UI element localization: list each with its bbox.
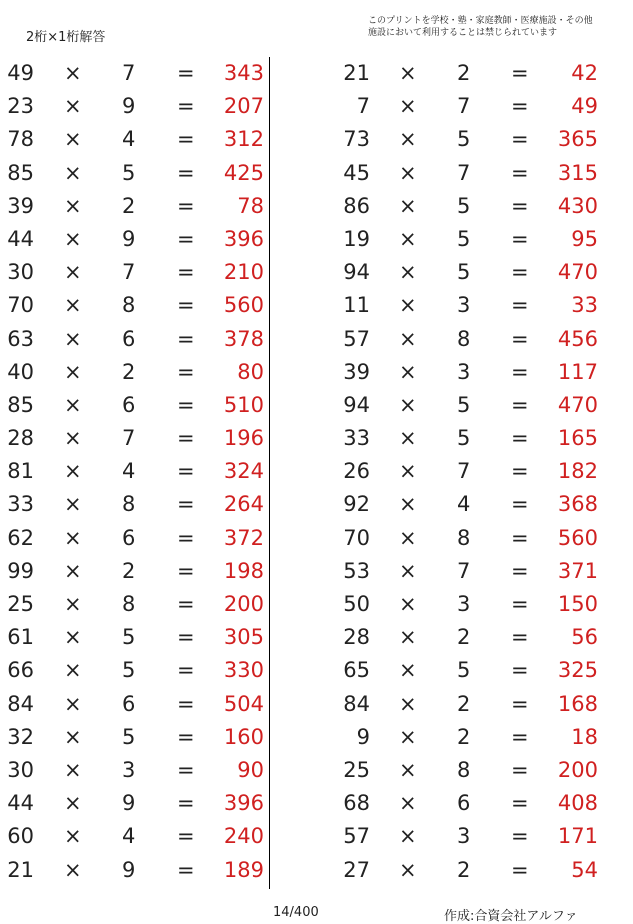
multiplier: 2 — [122, 193, 136, 218]
multiplicand: 45 — [343, 160, 370, 185]
equals-sign: = — [511, 459, 529, 484]
answer: 430 — [557, 193, 598, 218]
equals-sign: = — [177, 658, 195, 683]
equals-sign: = — [511, 426, 529, 451]
times-sign: × — [64, 691, 82, 716]
multiplicand: 23 — [7, 94, 34, 119]
times-sign: × — [399, 459, 417, 484]
multiplicand: 9 — [356, 724, 370, 749]
equals-sign: = — [177, 392, 195, 417]
equals-sign: = — [177, 127, 195, 152]
multiplicand: 65 — [343, 658, 370, 683]
multiplier: 7 — [122, 61, 136, 85]
multiplier: 6 — [122, 392, 136, 417]
times-sign: × — [399, 592, 417, 616]
multiplicand: 40 — [7, 359, 34, 384]
multiplier: 3 — [457, 359, 471, 384]
multiplicand: 25 — [343, 757, 370, 782]
answer: 264 — [223, 492, 264, 517]
usage-notice-line: このプリントを学校・塾・家庭教師・医療施設・その他 — [368, 16, 593, 26]
answer: 49 — [571, 94, 598, 119]
usage-notice-line: 施設において利用することは禁じられています — [368, 28, 558, 38]
answer: 18 — [571, 724, 598, 749]
times-sign: × — [64, 193, 82, 218]
multiplicand: 26 — [343, 459, 370, 484]
times-sign: × — [399, 260, 417, 285]
answer: 343 — [223, 61, 264, 85]
multiplier: 5 — [122, 625, 136, 650]
multiplier: 3 — [457, 293, 471, 318]
answer: 189 — [223, 857, 264, 882]
multiplicand: 44 — [7, 226, 34, 251]
multiplier: 7 — [457, 459, 471, 484]
times-sign: × — [399, 625, 417, 650]
answer: 56 — [571, 625, 598, 650]
answer: 210 — [223, 260, 264, 285]
multiplicand: 21 — [343, 61, 370, 85]
answer: 33 — [571, 293, 598, 318]
answer: 42 — [571, 61, 598, 85]
multiplicand: 84 — [343, 691, 370, 716]
equals-sign: = — [177, 359, 195, 384]
times-sign: × — [399, 558, 417, 583]
answer: 168 — [557, 691, 598, 716]
multiplicand: 33 — [343, 426, 370, 451]
times-sign: × — [64, 625, 82, 650]
times-sign: × — [399, 127, 417, 152]
multiplicand: 60 — [7, 824, 34, 849]
equals-sign: = — [177, 592, 195, 616]
multiplier: 2 — [457, 625, 471, 650]
answer: 95 — [571, 226, 598, 251]
answer: 560 — [557, 525, 598, 550]
answer: 504 — [223, 691, 264, 716]
multiplier: 5 — [457, 226, 471, 251]
multiplicand: 57 — [343, 326, 370, 351]
equals-sign: = — [177, 459, 195, 484]
multiplicand: 27 — [343, 857, 370, 882]
answer: 510 — [223, 392, 264, 417]
multiplicand: 28 — [7, 426, 34, 451]
times-sign: × — [399, 160, 417, 185]
times-sign: × — [399, 791, 417, 816]
multiplicand: 39 — [7, 193, 34, 218]
times-sign: × — [399, 824, 417, 849]
equals-sign: = — [511, 492, 529, 517]
multiplier: 2 — [122, 359, 136, 384]
times-sign: × — [64, 160, 82, 185]
multiplicand: 53 — [343, 558, 370, 583]
multiplier: 8 — [122, 293, 136, 318]
equals-sign: = — [177, 293, 195, 318]
equals-sign: = — [511, 592, 529, 616]
times-sign: × — [64, 492, 82, 517]
equals-sign: = — [177, 625, 195, 650]
answer: 425 — [223, 160, 264, 185]
equals-sign: = — [511, 525, 529, 550]
answer: 330 — [223, 658, 264, 683]
multiplier: 5 — [122, 724, 136, 749]
equals-sign: = — [511, 824, 529, 849]
usage-notice — [368, 15, 593, 39]
multiplier: 7 — [122, 260, 136, 285]
answer: 396 — [223, 226, 264, 251]
multiplier: 8 — [457, 525, 471, 550]
answer: 315 — [557, 160, 598, 185]
multiplicand: 19 — [343, 226, 370, 251]
multiplier: 5 — [457, 658, 471, 683]
equals-sign: = — [511, 293, 529, 318]
multiplier: 5 — [457, 127, 471, 152]
multiplier: 6 — [122, 326, 136, 351]
answer: 456 — [557, 326, 598, 351]
answer: 312 — [223, 127, 264, 152]
page-number: 14/400 — [273, 905, 319, 920]
answer: 368 — [557, 492, 598, 517]
answer: 470 — [557, 392, 598, 417]
multiplier: 9 — [122, 94, 136, 119]
multiplicand: 25 — [7, 592, 34, 616]
times-sign: × — [399, 226, 417, 251]
multiplier: 7 — [457, 94, 471, 119]
multiplicand: 63 — [7, 326, 34, 351]
equals-sign: = — [511, 625, 529, 650]
times-sign: × — [64, 226, 82, 251]
equals-sign: = — [177, 326, 195, 351]
answer: 150 — [557, 592, 598, 616]
equals-sign: = — [177, 824, 195, 849]
times-sign: × — [399, 658, 417, 683]
multiplicand: 33 — [7, 492, 34, 517]
multiplicand: 21 — [7, 857, 34, 882]
multiplier: 3 — [122, 757, 136, 782]
multiplicand: 78 — [7, 127, 34, 152]
multiplier: 8 — [457, 326, 471, 351]
times-sign: × — [64, 260, 82, 285]
multiplier: 2 — [122, 558, 136, 583]
multiplier: 9 — [122, 857, 136, 882]
equals-sign: = — [511, 724, 529, 749]
equals-sign: = — [177, 558, 195, 583]
equals-sign: = — [177, 791, 195, 816]
answer: 200 — [557, 757, 598, 782]
answer: 160 — [223, 724, 264, 749]
multiplier: 5 — [122, 160, 136, 185]
answer: 560 — [223, 293, 264, 318]
answer: 371 — [557, 558, 598, 583]
answer: 182 — [557, 459, 598, 484]
answer: 54 — [571, 857, 598, 882]
multiplicand: 70 — [7, 293, 34, 318]
answer: 117 — [557, 359, 598, 384]
multiplicand: 50 — [343, 592, 370, 616]
equals-sign: = — [511, 127, 529, 152]
answer: 396 — [223, 791, 264, 816]
multiplicand: 39 — [343, 359, 370, 384]
times-sign: × — [64, 359, 82, 384]
multiplier: 7 — [457, 558, 471, 583]
answer: 200 — [223, 592, 264, 616]
equals-sign: = — [511, 94, 529, 119]
equals-sign: = — [511, 193, 529, 218]
answer: 408 — [557, 791, 598, 816]
answer: 470 — [557, 260, 598, 285]
multiplicand: 94 — [343, 392, 370, 417]
times-sign: × — [399, 525, 417, 550]
equals-sign: = — [177, 525, 195, 550]
times-sign: × — [64, 293, 82, 318]
answer: 196 — [223, 426, 264, 451]
equals-sign: = — [511, 658, 529, 683]
answer: 324 — [223, 459, 264, 484]
multiplier: 4 — [122, 824, 136, 849]
times-sign: × — [399, 193, 417, 218]
times-sign: × — [64, 459, 82, 484]
times-sign: × — [399, 426, 417, 451]
multiplier: 5 — [457, 426, 471, 451]
equals-sign: = — [511, 558, 529, 583]
equals-sign: = — [177, 757, 195, 782]
times-sign: × — [399, 359, 417, 384]
equals-sign: = — [177, 226, 195, 251]
multiplier: 5 — [457, 193, 471, 218]
multiplicand: 62 — [7, 525, 34, 550]
equals-sign: = — [177, 94, 195, 119]
times-sign: × — [64, 127, 82, 152]
answer: 207 — [223, 94, 264, 119]
times-sign: × — [64, 857, 82, 882]
multiplier: 9 — [122, 226, 136, 251]
times-sign: × — [399, 293, 417, 318]
equals-sign: = — [177, 160, 195, 185]
equals-sign: = — [177, 492, 195, 517]
times-sign: × — [64, 724, 82, 749]
times-sign: × — [64, 757, 82, 782]
multiplier: 5 — [122, 658, 136, 683]
multiplier: 8 — [457, 757, 471, 782]
answer: 372 — [223, 525, 264, 550]
equals-sign: = — [511, 359, 529, 384]
equals-sign: = — [177, 426, 195, 451]
times-sign: × — [399, 94, 417, 119]
multiplicand: 30 — [7, 260, 34, 285]
multiplicand: 57 — [343, 824, 370, 849]
multiplicand: 84 — [7, 691, 34, 716]
multiplicand: 85 — [7, 160, 34, 185]
multiplicand: 61 — [7, 625, 34, 650]
multiplier: 6 — [457, 791, 471, 816]
equals-sign: = — [177, 61, 195, 85]
answer: 305 — [223, 625, 264, 650]
answer: 78 — [237, 193, 264, 218]
equals-sign: = — [511, 691, 529, 716]
multiplicand: 85 — [7, 392, 34, 417]
multiplier: 4 — [122, 459, 136, 484]
multiplier: 3 — [457, 592, 471, 616]
multiplier: 4 — [122, 127, 136, 152]
times-sign: × — [64, 426, 82, 451]
answer: 325 — [557, 658, 598, 683]
multiplier: 8 — [122, 592, 136, 616]
times-sign: × — [399, 326, 417, 351]
column-divider — [269, 57, 270, 889]
multiplicand: 66 — [7, 658, 34, 683]
multiplicand: 81 — [7, 459, 34, 484]
multiplicand: 70 — [343, 525, 370, 550]
answer: 378 — [223, 326, 264, 351]
answer: 240 — [223, 824, 264, 849]
times-sign: × — [399, 392, 417, 417]
multiplicand: 30 — [7, 757, 34, 782]
multiplicand: 49 — [7, 61, 34, 85]
equals-sign: = — [511, 326, 529, 351]
equals-sign: = — [511, 226, 529, 251]
times-sign: × — [64, 824, 82, 849]
multiplier: 4 — [457, 492, 471, 517]
multiplicand: 28 — [343, 625, 370, 650]
times-sign: × — [64, 525, 82, 550]
times-sign: × — [399, 757, 417, 782]
answer: 90 — [237, 757, 264, 782]
times-sign: × — [64, 791, 82, 816]
equals-sign: = — [511, 61, 529, 85]
times-sign: × — [399, 857, 417, 882]
times-sign: × — [64, 592, 82, 616]
multiplier: 2 — [457, 691, 471, 716]
multiplicand: 94 — [343, 260, 370, 285]
multiplicand: 32 — [7, 724, 34, 749]
multiplier: 3 — [457, 824, 471, 849]
equals-sign: = — [177, 260, 195, 285]
equals-sign: = — [511, 757, 529, 782]
page-title: 2桁×1桁解答 — [26, 30, 106, 45]
multiplier: 9 — [122, 791, 136, 816]
equals-sign: = — [177, 193, 195, 218]
times-sign: × — [64, 61, 82, 85]
multiplier: 6 — [122, 525, 136, 550]
multiplier: 8 — [122, 492, 136, 517]
answer: 165 — [557, 426, 598, 451]
multiplier: 2 — [457, 857, 471, 882]
equals-sign: = — [511, 857, 529, 882]
times-sign: × — [64, 658, 82, 683]
times-sign: × — [399, 691, 417, 716]
times-sign: × — [64, 326, 82, 351]
equals-sign: = — [511, 791, 529, 816]
equals-sign: = — [177, 857, 195, 882]
equals-sign: = — [511, 392, 529, 417]
equals-sign: = — [511, 260, 529, 285]
multiplier: 7 — [122, 426, 136, 451]
author-credit: 作成:合資会社アルファ — [444, 909, 578, 924]
multiplier: 7 — [457, 160, 471, 185]
times-sign: × — [399, 492, 417, 517]
multiplier: 5 — [457, 260, 471, 285]
multiplicand: 11 — [343, 293, 370, 318]
multiplicand: 73 — [343, 127, 370, 152]
equals-sign: = — [177, 691, 195, 716]
multiplicand: 92 — [343, 492, 370, 517]
multiplicand: 68 — [343, 791, 370, 816]
multiplicand: 44 — [7, 791, 34, 816]
times-sign: × — [399, 61, 417, 85]
times-sign: × — [399, 724, 417, 749]
multiplier: 2 — [457, 724, 471, 749]
multiplier: 5 — [457, 392, 471, 417]
multiplier: 6 — [122, 691, 136, 716]
multiplicand: 7 — [356, 94, 370, 119]
answer: 198 — [223, 558, 264, 583]
answer: 171 — [557, 824, 598, 849]
multiplier: 2 — [457, 61, 471, 85]
equals-sign: = — [177, 724, 195, 749]
answer: 80 — [237, 359, 264, 384]
times-sign: × — [64, 558, 82, 583]
equals-sign: = — [511, 160, 529, 185]
multiplicand: 99 — [7, 558, 34, 583]
multiplicand: 86 — [343, 193, 370, 218]
times-sign: × — [64, 392, 82, 417]
answer: 365 — [557, 127, 598, 152]
times-sign: × — [64, 94, 82, 119]
